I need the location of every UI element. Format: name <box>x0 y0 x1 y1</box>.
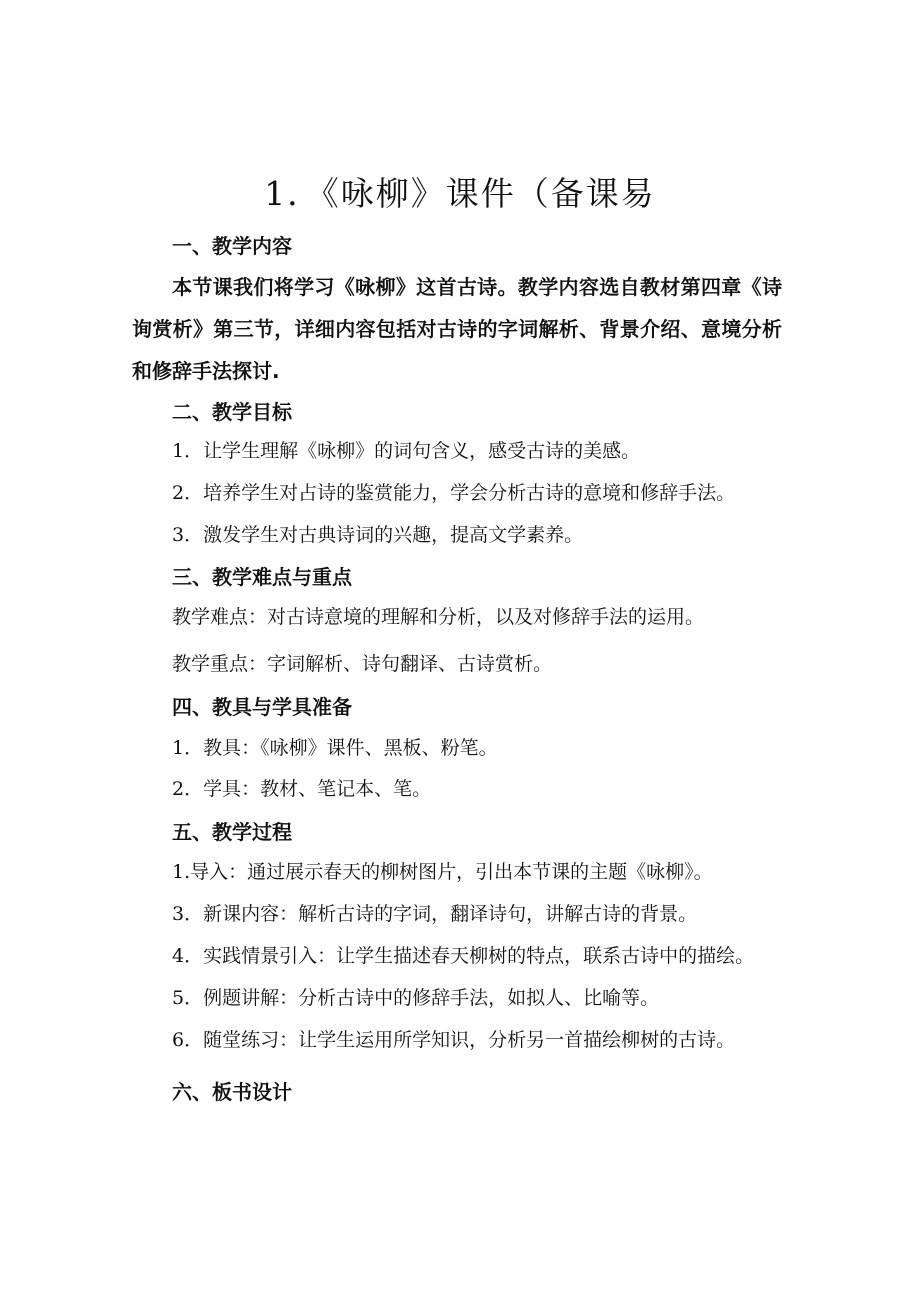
aid-item-1: 1．教具：《咏柳》课件、黑板、粉笔。 <box>172 737 498 759</box>
section-heading-difficulties-focus: 三、教学难点与重点 <box>172 565 352 589</box>
process-item-4: 4．实践情景引入：让学生描述春天柳树的特点，联系古诗中的描绘。 <box>172 945 755 967</box>
process-item-3: 3．新课内容：解析古诗的字词，翻译诗句，讲解古诗的背景。 <box>172 903 698 925</box>
section-heading-teaching-goals: 二、教学目标 <box>172 400 292 424</box>
goal-item-3: 3．激发学生对古典诗词的兴趣，提高文学素养。 <box>172 524 584 546</box>
focus-line: 教学重点：字词解析、诗句翻译、古诗赏析。 <box>172 653 553 675</box>
process-item-5: 5．例题讲解：分析古诗中的修辞手法，如拟人、比喻等。 <box>172 987 660 1009</box>
goal-item-2: 2．培养学生对占诗的鉴赏能力，学会分析古诗的意境和修辞手法。 <box>172 482 736 504</box>
teaching-content-paragraph: 本节课我们将学习《咏柳》这首古诗。教学内容选自教材第四章《诗询赏析》第三节，详细内容包括对古诗的字词解析、背景介绍、意境分析和修辞手法探讨. <box>132 275 782 383</box>
section-heading-teaching-process: 五、教学过程 <box>172 820 292 844</box>
section-heading-teaching-content: 一、教学内容 <box>172 234 292 258</box>
document-title: 1．《咏柳》课件（备课易 <box>264 174 656 213</box>
process-item-6: 6．随堂练习：让学生运用所学知识，分析另一首描绘柳树的古诗。 <box>172 1029 736 1051</box>
process-item-1: 1.导入：通过展示春天的柳树图片，引出本节课的主题《咏柳》。 <box>172 861 713 883</box>
section-heading-teaching-aids: 四、教具与学具准备 <box>172 695 352 719</box>
aid-item-2: 2．学具：教材、笔记本、笔。 <box>172 778 432 800</box>
section-heading-board-design: 六、板书设计 <box>172 1080 292 1104</box>
difficulty-line: 教学难点：对古诗意境的理解和分析，以及对修辞手法的运用。 <box>172 606 705 628</box>
goal-item-1: 1．让学生理解《咏柳》的词句含义，感受古诗的美感。 <box>172 440 641 462</box>
